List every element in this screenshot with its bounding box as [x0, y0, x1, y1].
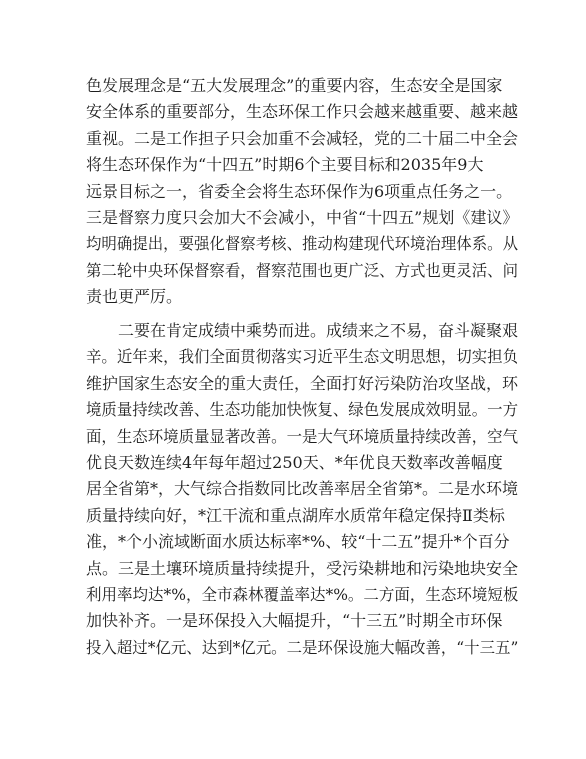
paragraph-2-line-1: 二要在肯定成绩中乘势而进。成绩来之不易，奋斗凝聚艰 [86, 321, 519, 340]
paragraph-1-line-2: 安全体系的重要部分，生态环保工作只会越来越重要、越来越 [86, 102, 519, 122]
paragraph-2 [86, 318, 518, 661]
paragraph-2-line-7: 居全省第*，大气综合指数同比改善率居全省第*。二是水环境 [86, 479, 519, 499]
paragraph-1 [86, 73, 518, 311]
paragraph-1-line-6: 三是督察力度只会加大不会减小，中省“十四五”规划《建议》 [86, 207, 519, 227]
paragraph-2-line-8: 质量持续向好，*江干流和重点湖库水质常年稳定保持Ⅱ类标 [86, 505, 505, 525]
paragraph-1-line-7: 均明确提出，要强化督察考核、推动构建现代环境治理体系。从 [86, 234, 519, 254]
paragraph-2-line-12: 加快补齐。一是环保投入大幅提升，“十三五”时期全市环保 [86, 611, 503, 631]
paragraph-2-line-2: 辛。近年来，我们全面贯彻落实习近平生态文明思想，切实担负 [86, 347, 519, 367]
paragraph-2-line-4: 境质量持续改善、生态功能加快恢复、绿色发展成效明显。一方 [86, 400, 519, 420]
paragraph-2-line-3: 维护国家生态安全的重大责任，全面打好污染防治攻坚战，环 [86, 373, 519, 393]
paragraph-1-line-3: 重视。二是工作担子只会加重不会减轻，党的二十届二中全会 [86, 128, 519, 148]
paragraph-1-line-8: 第二轮中央环保督察看，督察范围也更广泛、方式也更灵活、问 [86, 260, 519, 280]
paragraph-2-line-10: 点。三是土壤环境质量持续提升，受污染耕地和污染地块安全 [86, 558, 519, 578]
paragraph-2-line-6: 优良天数连续4年每年超过250天、*年优良天数率改善幅度 [86, 452, 503, 472]
paragraph-2-line-11: 利用率均达*%，全市森林覆盖率达*%。二方面，生态环境短板 [86, 584, 519, 604]
paragraph-1-line-9: 责也更严厉。 [86, 287, 183, 307]
paragraph-2-line-13: 投入超过*亿元、达到*亿元。二是环保设施大幅改善，“十三五” [86, 637, 519, 657]
paragraph-1-line-1: 色发展理念是“五大发展理念”的重要内容，生态安全是国家 [86, 76, 503, 95]
paragraph-1-line-5: 远景目标之一，省委全会将生态环保作为6项重点任务之一。 [86, 181, 513, 201]
paragraph-2-line-9: 准，*个小流域断面水质达标率*%、较“十二五”提升*个百分 [86, 532, 510, 552]
paragraph-1-line-4: 将生态环保作为“十四五”时期6个主要目标和2035年9大 [86, 155, 484, 175]
paragraph-2-line-5: 面，生态环境质量显著改善。一是大气环境质量持续改善，空气 [86, 426, 519, 446]
